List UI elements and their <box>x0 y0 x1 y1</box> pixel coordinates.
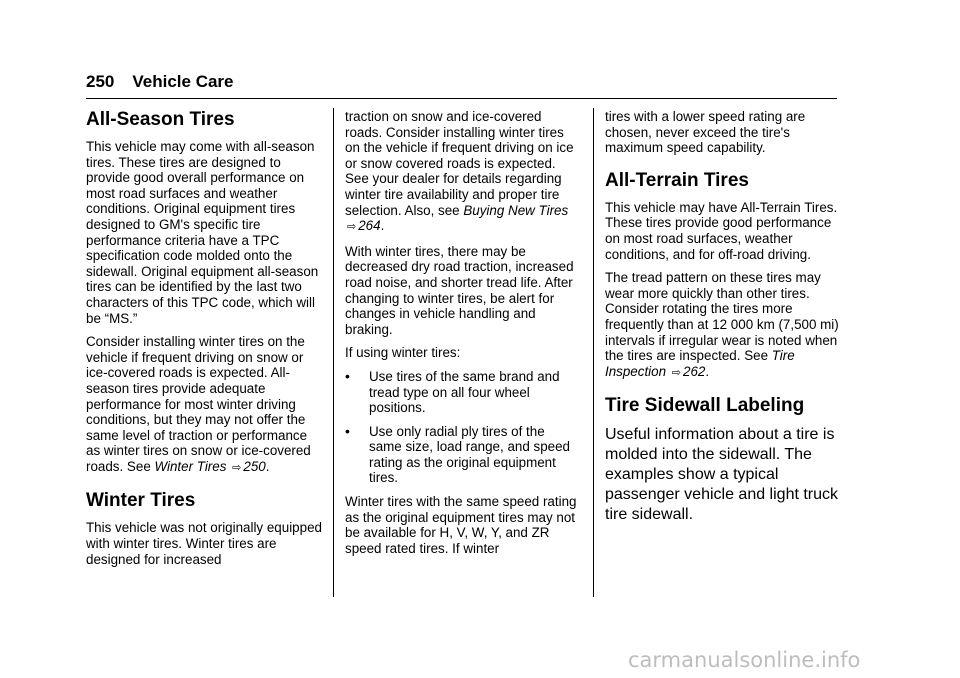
link-tire-inspection[interactable]: Tire Inspection ⇨ 262 <box>605 348 795 379</box>
watermark: carmanualsonline.info <box>628 648 861 672</box>
heading-winter-tires: Winter Tires <box>86 490 196 512</box>
column-3 <box>605 109 841 533</box>
heading-tire-sidewall-labeling: Tire Sidewall Labeling <box>605 395 805 417</box>
heading-all-terrain-tires: All-Terrain Tires <box>605 169 749 191</box>
page-ref-arrow-icon: ⇨ <box>347 221 357 234</box>
paragraph-tread-pattern: The tread pattern on these tires may wear more quickly than other tires. Consider rotating the tires more frequently than at 12 000 km (7,500 mi) intervals if irregular wear is noted when the tires are inspected. See Tire Inspection ⇨ 262. <box>605 270 839 379</box>
paragraph-all-terrain-intro: This vehicle may have All-Terrain Tires. These tires provide good performance on most road surfaces, weather conditions, and for off-road driving. <box>605 199 838 262</box>
list-item: • Use tires of the same brand and tread type on all four wheel positions. <box>345 367 560 416</box>
paragraph-if-using: If using winter tires: <box>345 345 461 361</box>
column-divider-2 <box>593 108 594 597</box>
column-1 <box>86 109 322 575</box>
paragraph-speed-rating: Winter tires with the same speed rating as the original equipment tires may not be available for H, V, W, Y, and ZR speed rated tires. If winter <box>345 494 577 556</box>
page-header <box>86 72 234 92</box>
page-ref-arrow-icon: ⇨ <box>232 461 242 474</box>
section-title: Vehicle Care <box>132 72 234 91</box>
page-ref-arrow-icon: ⇨ <box>671 366 681 379</box>
paragraph-sidewall-intro: Useful information about a tire is molded into the sidewall. The examples show a typical passenger vehicle and light truck tire sidewall. <box>605 426 839 524</box>
paragraph-winter-advice: Consider installing winter tires on the vehicle if frequent driving on snow or ice-covered roads is expected. All-season tires provide adequate performance for most winter driving conditions, but they may not offer the same level of traction or performance as winter tires on snow or ice-covered roads. See Winter Tires ⇨ 250. <box>86 334 311 474</box>
column-2 <box>345 109 581 564</box>
column-divider-1 <box>333 108 334 597</box>
link-winter-tires[interactable]: Winter Tires ⇨ 250 <box>154 458 266 474</box>
header-rule <box>86 98 837 99</box>
paragraph-speed-capability: tires with a lower speed rating are chosen, never exceed the tire's maximum speed capability. <box>605 109 806 156</box>
list-item: • Use only radial ply tires of the same size, load range, and speed rating as the original equipment tires. <box>345 422 570 486</box>
paragraph-winter-intro: This vehicle was not originally equipped with winter tires. Winter tires are designed for increased <box>86 520 322 567</box>
heading-all-season-tires: All-Season Tires <box>86 109 235 130</box>
paragraph-all-season-intro: This vehicle may come with all-season tires. These tires are designed to provide good overall performance on most road surfaces and weather conditions. Original equipment tires designed to GM's specific tire performance criteria have a TPC specification code molded onto the sidewall. Original equipment all-season tires can be identified by the last two characters of this TPC code, which will be “MS.” <box>86 139 319 326</box>
paragraph-winter-traction: traction on snow and ice-covered roads. Consider installing winter tires on the vehicle if frequent driving on ice or snow covered roads is expected. See your dealer for details regarding winter tire availability and proper tire selection. Also, see Buying New Tires ⇨ 264. <box>345 109 574 234</box>
paragraph-winter-effects: With winter tires, there may be decreased dry road traction, increased road noise, and shorter tread life. After changing to winter tires, be alert for changes in vehicle handling and braking. <box>345 243 574 337</box>
link-buying-new-tires[interactable]: Buying New Tires ⇨ 264 <box>347 202 569 234</box>
bullet-icon: • <box>345 422 350 439</box>
page-number: 250 <box>86 72 115 91</box>
bullet-icon: • <box>345 367 350 384</box>
